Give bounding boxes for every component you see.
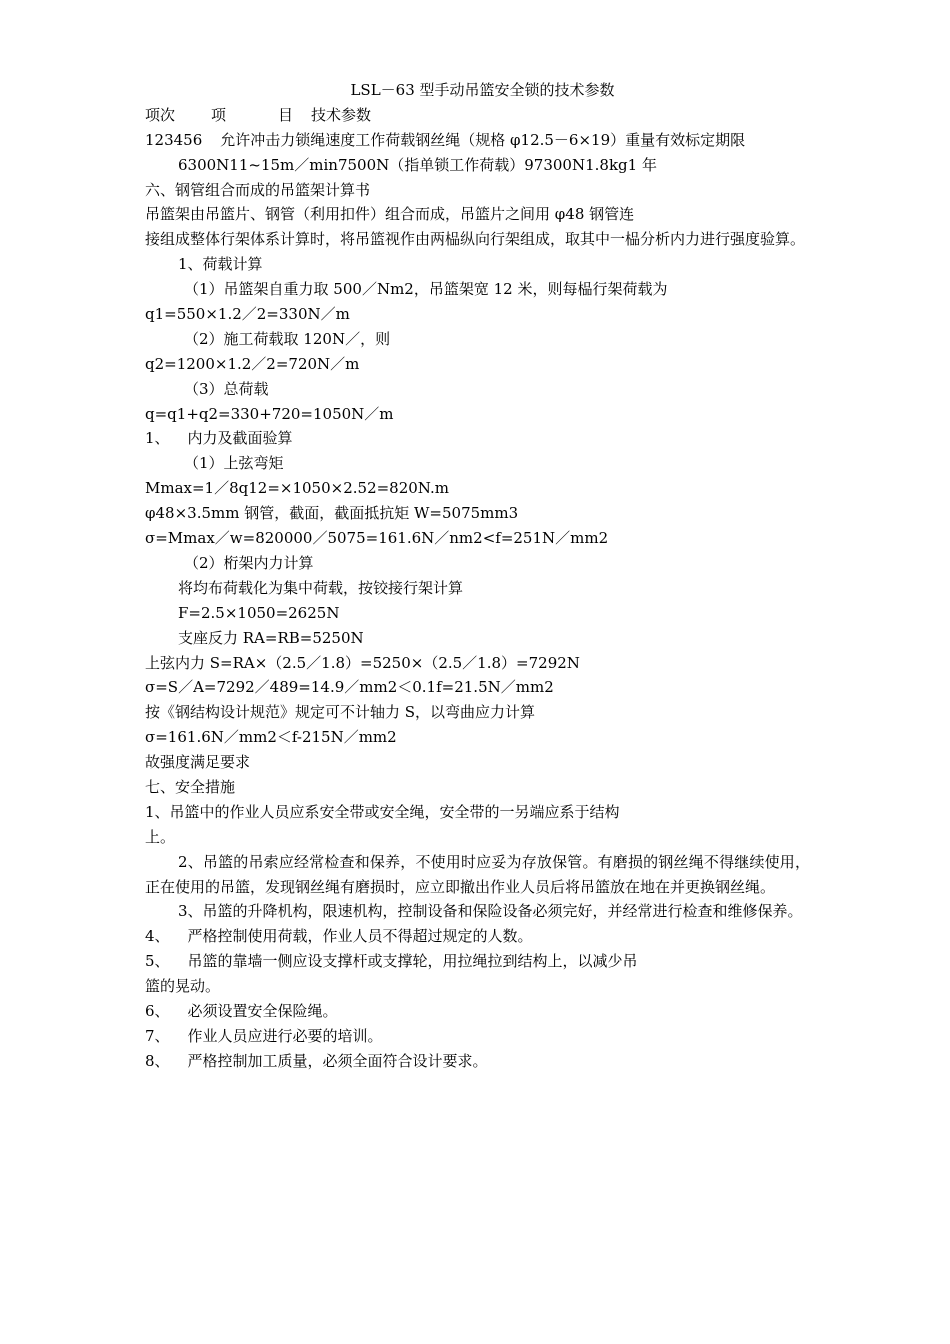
list-item: 2、吊篮的吊索应经常检查和保养，不使用时应妥为存放保管。有磨损的钢丝绳不得继续使用，正在使用的吊篮，发现钢丝绳有磨损时，应立即撤出作业人员后将吊篮放在地在并更换钢丝绳。 [145,852,810,896]
calc-text: 按《钢结构设计规范》规定可不计轴力 S，以弯曲应力计算 [145,703,536,722]
calc-step: （2）桁架内力计算 [184,553,314,572]
list-number: 6、 [145,1002,170,1021]
formula: σ=Mmax／w=820000／5075=161.6N／nm2<f=251N／mm2 [145,529,609,548]
section-heading: 七、安全措施 [145,777,236,796]
list-number: 7、 [145,1026,170,1045]
formula: q=q1+q2=330+720=1050N／m [145,404,394,423]
header-params: 技术参数 [311,105,372,124]
table-header [145,103,810,128]
conclusion: 故强度满足要求 [145,753,251,772]
subsection-heading: 1、荷载计算 [178,255,263,274]
calc-step: （1）吊篮架自重力取 500／Nm2，吊篮架宽 12 米，则每榀行架荷载为 [184,280,668,299]
table-row [145,128,810,153]
list-item [145,1024,810,1049]
list-item [145,1049,810,1074]
list-item [145,924,810,949]
list-item-continuation: 上。 [145,827,176,846]
calc-step: （3）总荷载 [184,379,269,398]
list-number: 1、 [145,429,170,448]
formula: q1=550×1.2／2=330N／m [145,305,350,324]
list-text: 作业人员应进行必要的培训。 [187,1026,383,1045]
document-title: LSL－63 型手动吊篮安全锁的技术参数 [350,81,615,99]
formula: 上弦内力 S=RA×（2.5／1.8）=5250×（2.5／1.8）=7292N [145,653,580,672]
row-index: 123456 [145,130,203,149]
calc-step: （2）施工荷载取 120N／，则 [184,329,391,348]
paragraph: 接组成整体行架体系计算时，将吊篮视作由两榀纵向行架组成，取其中一榀分析内力进行强度验算。 [145,230,806,249]
list-item-continuation: 篮的晃动。 [145,977,221,996]
section-heading: 六、钢管组合而成的吊篮架计算书 [145,180,371,199]
list-item [145,949,810,974]
heading-text: 内力及截面验算 [187,429,293,448]
list-number: 5、 [145,952,170,971]
formula: q2=1200×1.2／2=720N／m [145,354,360,373]
list-item: 3、吊篮的升降机构，限速机构，控制设备和保险设备必须完好，并经常进行检查和维修保养。 [178,902,803,921]
header-index: 项次 [145,105,176,124]
list-item [145,999,810,1024]
header-item-b: 目 [278,105,294,124]
formula: F=2.5×1050=2625N [178,603,340,622]
list-number: 8、 [145,1051,170,1070]
document-page [145,78,810,1074]
header-item-a: 项 [211,105,227,124]
table-row-values: 6300N11~15m／min7500N（指单锁工作荷载）97300N1.8kg1 年 [178,155,657,174]
formula: σ=161.6N／mm2＜f-215N／mm2 [145,728,397,747]
list-number: 4、 [145,927,170,946]
calc-text: 将均布荷载化为集中荷载，按铰接行架计算 [178,578,464,597]
paragraph-line: 吊篮架由吊篮片、钢管（利用扣件）组合而成，吊篮片之间用 φ48 钢管连 [145,205,635,224]
calc-step: （1）上弦弯矩 [184,454,284,473]
list-text: 吊篮的靠墙一侧应设支撑杆或支撑轮，用拉绳拉到结构上，以减少吊 [187,952,638,971]
list-text: 严格控制加工质量，必须全面符合设计要求。 [187,1051,488,1070]
formula: Mmax=1／8q12=×1050×2.52=820N.m [145,479,449,498]
subsection-heading [145,426,810,451]
row-items: 允许冲击力锁绳速度工作荷载钢丝绳（规格 φ12.5－6×19）重量有效标定期限 [220,130,746,149]
formula: φ48×3.5mm 钢管，截面，截面抵抗矩 W=5075mm3 [145,504,519,523]
list-text: 严格控制使用荷载，作业人员不得超过规定的人数。 [187,927,533,946]
formula: 支座反力 RA=RB=5250N [178,628,364,647]
list-item: 1、吊篮中的作业人员应系安全带或安全绳，安全带的一另端应系于结构 [145,802,620,821]
formula: σ=S／A=7292／489=14.9／mm2＜0.1f=21.5N／mm2 [145,678,554,697]
list-text: 必须设置安全保险绳。 [187,1002,338,1021]
